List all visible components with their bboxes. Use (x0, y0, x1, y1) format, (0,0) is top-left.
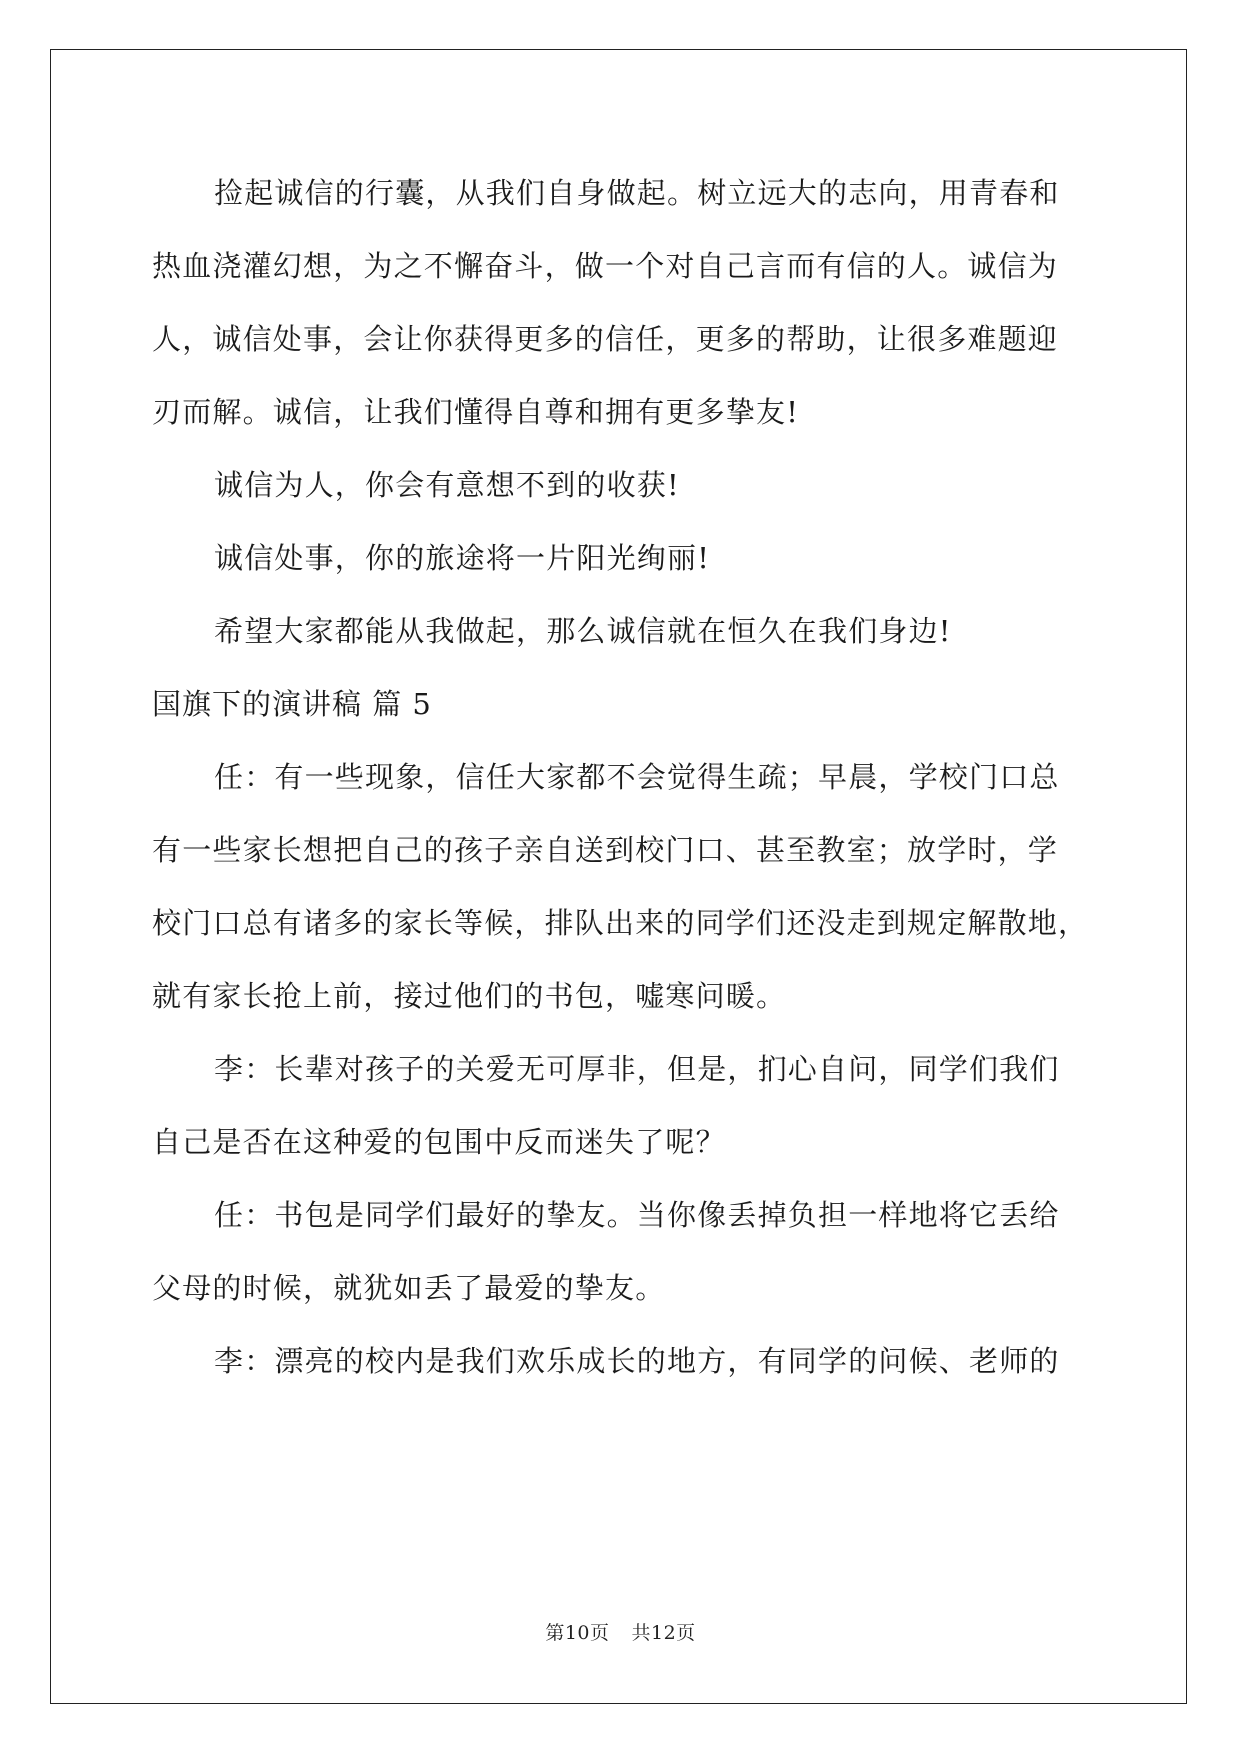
text-line: 刃而解。诚信，让我们懂得自尊和拥有更多挚友! (152, 395, 800, 429)
text-line: 校门口总有诸多的家长等候，排队出来的同学们还没走到规定解散地， (152, 906, 1089, 940)
text-line: 父母的时候，就犹如丢了最爱的挚友。 (152, 1271, 666, 1305)
text-line: 李：长辈对孩子的关爱无可厚非，但是，扪心自问，同学们我们 (214, 1052, 1060, 1086)
page-number: 第10页 (545, 1622, 610, 1644)
text-line: 诚信为人，你会有意想不到的收获! (214, 468, 680, 502)
text-line: 自己是否在这种爱的包围中反而迷失了呢？ (152, 1125, 726, 1159)
text-line: 任：书包是同学们最好的挚友。当你像丢掉负担一样地将它丢给 (214, 1198, 1060, 1232)
text-line: 人，诚信处事，会让你获得更多的信任，更多的帮助，让很多难题迎 (152, 322, 1059, 356)
text-line: 热血浇灌幻想，为之不懈奋斗，做一个对自己言而有信的人。诚信为 (152, 249, 1059, 283)
text-line: 诚信处事，你的旅途将一片阳光绚丽! (214, 541, 711, 575)
document-body (152, 157, 1094, 1398)
text-line: 捡起诚信的行囊，从我们自身做起。树立远大的志向，用青春和 (214, 176, 1060, 210)
section-heading: 国旗下的演讲稿 篇 5 (152, 687, 432, 721)
text-line: 李：漂亮的校内是我们欢乐成长的地方，有同学的问候、老师的 (214, 1344, 1060, 1378)
page-total: 共12页 (631, 1622, 696, 1644)
text-line: 希望大家都能从我做起，那么诚信就在恒久在我们身边! (214, 614, 952, 648)
text-line: 就有家长抢上前，接过他们的书包，嘘寒问暖。 (152, 979, 787, 1013)
text-line: 有一些家长想把自己的孩子亲自送到校门口、甚至教室；放学时，学 (152, 833, 1059, 867)
text-line: 任：有一些现象，信任大家都不会觉得生疏；早晨，学校门口总 (214, 760, 1060, 794)
page-footer (0, 1618, 1241, 1645)
